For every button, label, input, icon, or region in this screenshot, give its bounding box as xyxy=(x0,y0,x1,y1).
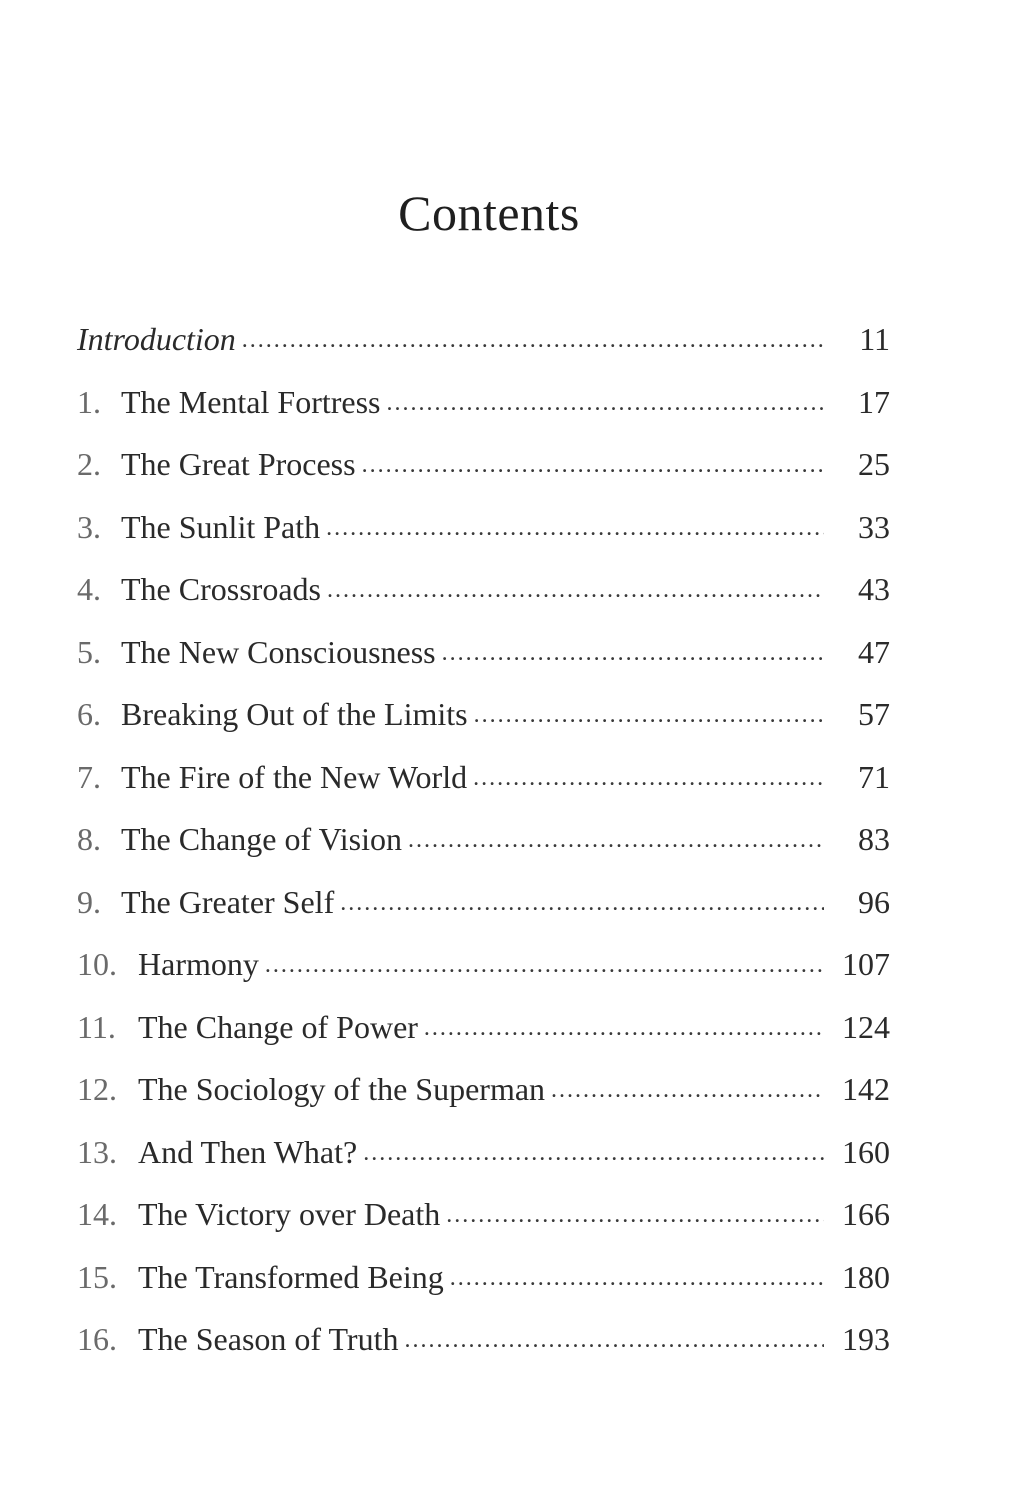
entry-title: Harmony xyxy=(138,946,259,982)
dot-leader xyxy=(326,497,824,560)
entry-title: The Greater Self xyxy=(121,883,335,920)
toc-entry-5[interactable] xyxy=(77,621,890,684)
entry-page-number: 83 xyxy=(858,821,890,857)
dot-leader xyxy=(362,434,824,497)
dot-leader xyxy=(387,372,825,435)
table-of-contents xyxy=(77,308,890,1371)
toc-entry-16[interactable] xyxy=(77,1308,890,1371)
dot-leader xyxy=(408,809,824,872)
entry-number: 11. xyxy=(77,1008,116,1045)
dot-leader xyxy=(363,1122,824,1185)
toc-entry-7[interactable] xyxy=(77,746,890,809)
entry-page-number: 180 xyxy=(842,1258,890,1295)
dot-leader xyxy=(340,872,824,935)
toc-entry-10[interactable] xyxy=(77,933,890,996)
entry-number: 2. xyxy=(77,446,101,482)
dot-leader xyxy=(442,622,824,685)
dot-leader xyxy=(474,684,824,747)
entry-number: 10. xyxy=(77,946,117,982)
toc-entry-15[interactable] xyxy=(77,1246,890,1309)
entry-title: The Change of Power xyxy=(138,1008,418,1045)
toc-entry-14[interactable] xyxy=(77,1183,890,1246)
entry-number: 12. xyxy=(77,1071,117,1107)
entry-title: The Season of Truth xyxy=(138,1321,399,1357)
entry-page-number: 96 xyxy=(858,883,890,920)
toc-entry-11[interactable] xyxy=(77,996,890,1059)
dot-leader xyxy=(424,997,824,1060)
toc-entry-9[interactable] xyxy=(77,871,890,934)
entry-title: Introduction xyxy=(77,321,236,357)
toc-entry-4[interactable] xyxy=(77,558,890,621)
entry-page-number: 57 xyxy=(858,696,890,732)
entry-title: The Victory over Death xyxy=(138,1196,441,1232)
dot-leader xyxy=(404,1309,824,1372)
toc-entry-12[interactable] xyxy=(77,1058,890,1121)
entry-title: The New Consciousness xyxy=(121,633,436,670)
dot-leader xyxy=(242,309,824,372)
dot-leader xyxy=(551,1059,824,1122)
entry-page-number: 11 xyxy=(859,321,890,357)
entry-page-number: 142 xyxy=(842,1071,890,1107)
dot-leader xyxy=(450,1247,824,1310)
entry-number: 13. xyxy=(77,1133,117,1170)
toc-entry-13[interactable] xyxy=(77,1121,890,1184)
toc-entry-2[interactable] xyxy=(77,433,890,496)
toc-entry-introduction[interactable] xyxy=(77,308,890,371)
entry-number: 6. xyxy=(77,696,101,732)
toc-entry-3[interactable] xyxy=(77,496,890,559)
toc-entry-6[interactable] xyxy=(77,683,890,746)
entry-page-number: 47 xyxy=(858,633,890,670)
entry-number: 4. xyxy=(77,571,101,607)
toc-entry-8[interactable] xyxy=(77,808,890,871)
entry-page-number: 107 xyxy=(842,946,890,982)
entry-page-number: 160 xyxy=(842,1133,890,1170)
dot-leader xyxy=(473,747,824,810)
entry-title: The Fire of the New World xyxy=(121,758,468,795)
entry-number: 16. xyxy=(77,1321,117,1357)
entry-number: 3. xyxy=(77,508,101,545)
entry-title: And Then What? xyxy=(138,1133,358,1170)
entry-page-number: 124 xyxy=(842,1008,890,1045)
entry-number: 1. xyxy=(77,383,101,420)
entry-page-number: 33 xyxy=(858,508,890,545)
entry-title: The Transformed Being xyxy=(138,1258,444,1295)
entry-number: 5. xyxy=(77,633,101,670)
dot-leader xyxy=(446,1184,824,1247)
entry-number: 8. xyxy=(77,821,101,857)
entry-title: Breaking Out of the Limits xyxy=(121,696,468,732)
entry-title: The Change of Vision xyxy=(121,821,402,857)
page-title: Contents xyxy=(398,185,580,241)
entry-number: 9. xyxy=(77,883,101,920)
entry-number: 7. xyxy=(77,758,101,795)
entry-page-number: 71 xyxy=(858,758,890,795)
toc-entry-1[interactable] xyxy=(77,371,890,434)
dot-leader xyxy=(327,559,824,622)
entry-page-number: 17 xyxy=(858,383,890,420)
entry-number: 15. xyxy=(77,1258,117,1295)
dot-leader xyxy=(265,934,824,997)
entry-title: The Sociology of the Superman xyxy=(138,1071,546,1107)
entry-page-number: 166 xyxy=(842,1196,890,1232)
entry-page-number: 43 xyxy=(858,571,890,607)
entry-title: The Great Process xyxy=(121,446,356,482)
entry-page-number: 25 xyxy=(858,446,890,482)
entry-title: The Crossroads xyxy=(121,571,321,607)
entry-page-number: 193 xyxy=(842,1321,890,1357)
entry-title: The Sunlit Path xyxy=(121,508,321,545)
entry-title: The Mental Fortress xyxy=(121,383,381,420)
entry-number: 14. xyxy=(77,1196,117,1232)
